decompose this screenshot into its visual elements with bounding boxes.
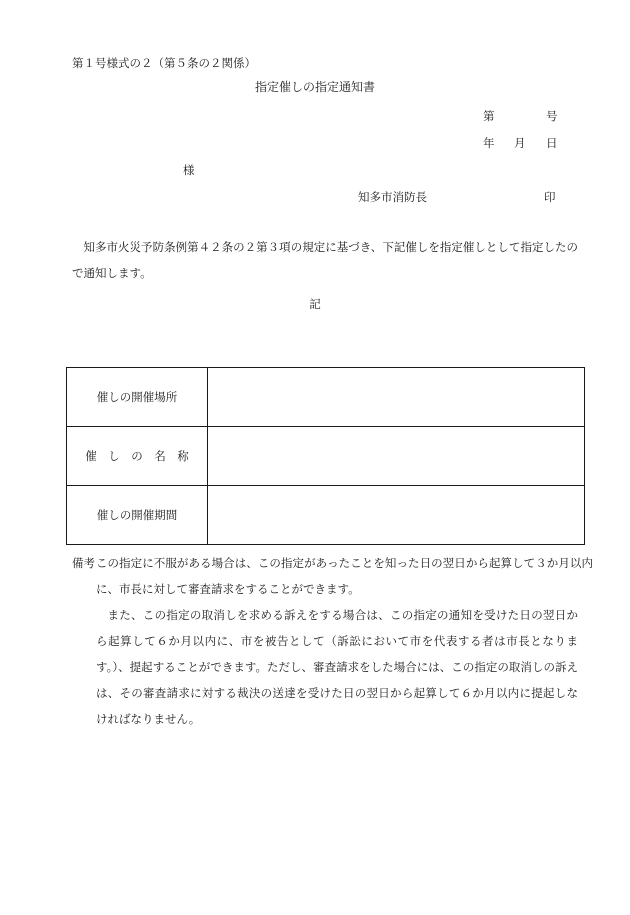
form-number: 第１号様式の２（第５条の２関係） [72,56,256,70]
designation-table [66,367,585,545]
venue-label: 催しの開催場所 [67,368,208,427]
event-name-value [208,427,585,486]
sender-name: 知多市消防長 [358,190,427,204]
period-label: 催しの開催期間 [67,486,208,545]
notice-paragraph: 知多市火災予防条例第４２条の２第３項の規定に基づき、下記催しを指定催しとして指定したので通知します。 [72,240,578,280]
document-title: 指定催しの指定通知書 [254,80,375,94]
date-month: 月 [514,136,526,150]
venue-value [208,368,585,427]
ki-heading: 記 [309,297,321,311]
table-row [67,486,585,545]
remarks-heading: 備考 [72,556,95,570]
number-suffix: 号 [546,109,558,123]
remarks-paragraph-1 [81,550,593,602]
remarks-paragraph-2: また、この指定の取消しを求める訴えをする場合は、この指定の通知を受けた日の翌日から起算して６か月以内に、市を被告として（訴訟において市を代表する者は市長となります。）、提起することができます。ただし、審査請求をした場合には、この指定の取消しの訴えは、その審査請求に対する裁決の送達を受けた日の翌日から起算して６か月以内に提起しなければなりません。 [96,608,578,726]
date-day: 日 [546,136,558,150]
period-value [208,486,585,545]
date-year: 年 [483,136,495,150]
addressee-honorific: 様 [183,163,195,177]
seal-mark: 印 [544,190,556,204]
event-name-label: 催 し の 名 称 [67,427,208,486]
remarks-paragraph-1-text: この指定に不服がある場合は、この指定があったことを知った日の翌日から起算して３か月以内に、市長に対して審査請求をすることができます。 [96,556,593,596]
number-prefix: 第 [483,109,495,123]
table-row [67,427,585,486]
table-row [67,368,585,427]
